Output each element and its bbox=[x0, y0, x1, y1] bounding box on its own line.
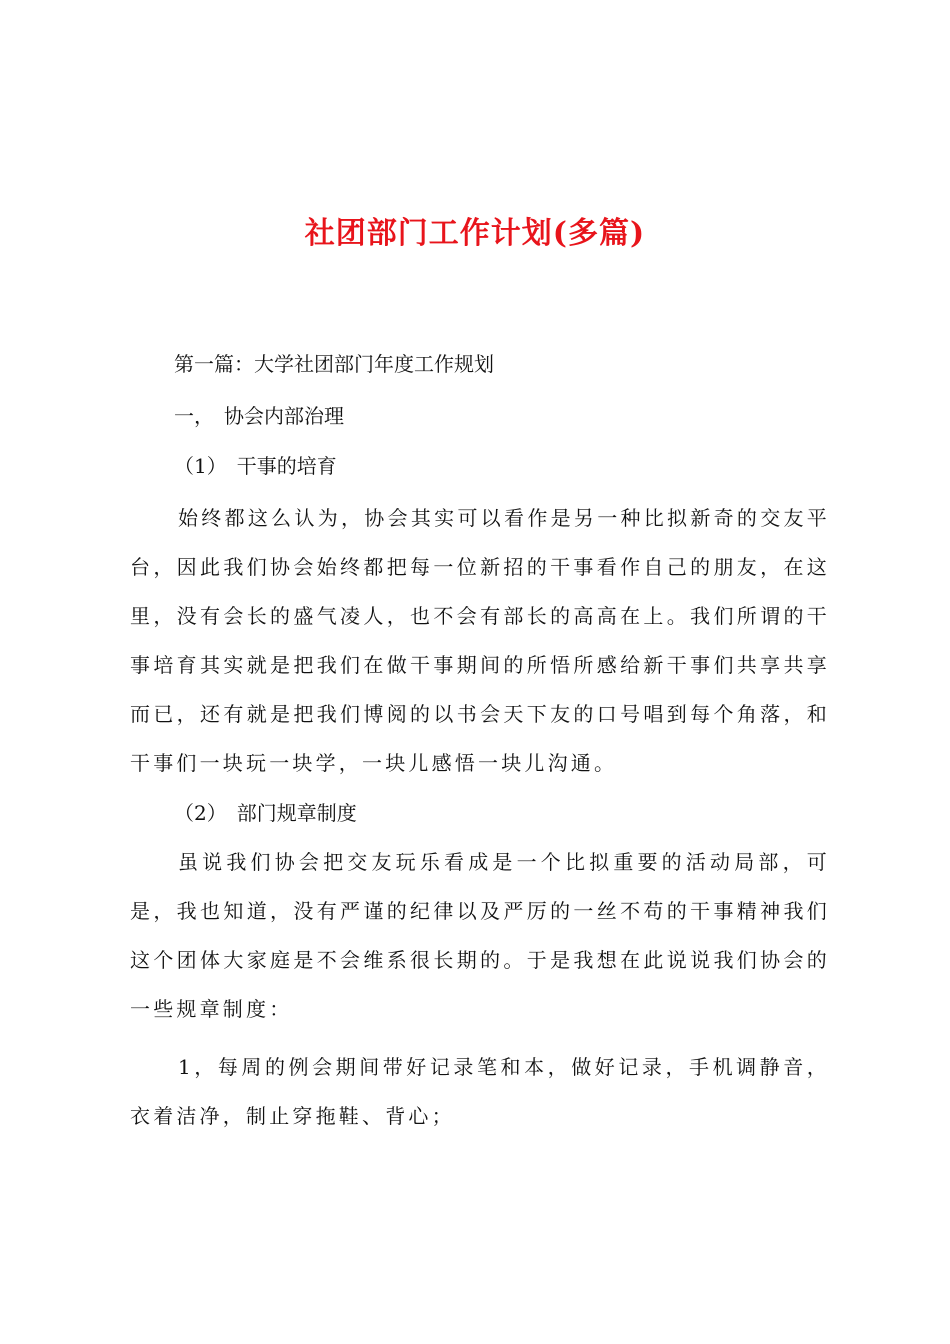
subsection-heading-1: （1） 干事的培育 bbox=[174, 454, 337, 478]
paragraph-2: 虽说我们协会把交友玩乐看成是一个比拟重要的活动局部，可是，我也知道，没有严谨的纪律以及严厉的一丝不苟的干事精神我们这个团体大家庭是不会维系很长期的。于是我想在此说说我们协会的一些规章制度： bbox=[130, 850, 830, 1021]
paragraph-1: 始终都这么认为，协会其实可以看作是另一种比拟新奇的交友平台，因此我们协会始终都把每一位新招的干事看作自己的朋友，在这里，没有会长的盛气凌人，也不会有部长的高高在上。我们所谓的干事培育其实就是把我们在做干事期间的所悟所感给新干事们共享共享而已，还有就是把我们博阅的以书会天下友的口号唱到每个角落，和干事们一块玩一块学，一块儿感悟一块儿沟通。 bbox=[130, 506, 830, 775]
paragraph-3: 1，每周的例会期间带好记录笔和本，做好记录，手机调静音，衣着洁净，制止穿拖鞋、背心； bbox=[130, 1055, 830, 1128]
section-heading: 一， 协会内部治理 bbox=[174, 404, 344, 428]
document-title: 社团部门工作计划(多篇) bbox=[304, 216, 646, 251]
part-heading: 第一篇：大学社团部门年度工作规划 bbox=[174, 352, 494, 376]
subsection-heading-2: （2） 部门规章制度 bbox=[174, 801, 357, 825]
